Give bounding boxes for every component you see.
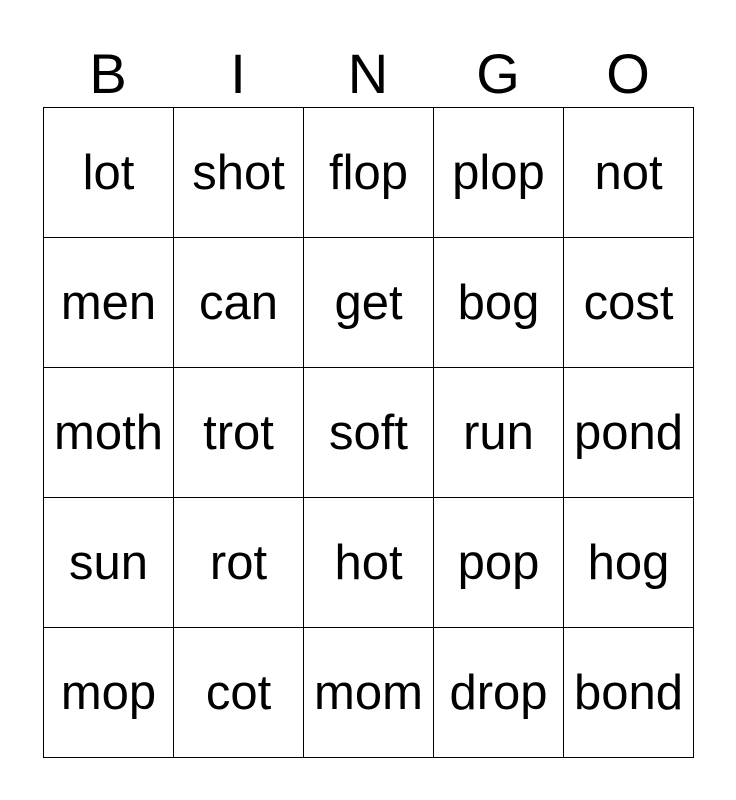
bingo-cell[interactable]: get <box>304 238 434 368</box>
bingo-cell[interactable]: drop <box>434 628 564 758</box>
bingo-cell[interactable]: mop <box>44 628 174 758</box>
bingo-cell[interactable]: cot <box>174 628 304 758</box>
bingo-cell[interactable]: lot <box>44 108 174 238</box>
bingo-cell[interactable]: men <box>44 238 174 368</box>
header-letter-o: O <box>606 42 650 105</box>
header-letter-b: B <box>89 42 127 105</box>
bingo-cell[interactable]: hog <box>564 498 694 628</box>
header-letter-i: I <box>230 42 246 105</box>
bingo-cell[interactable]: mom <box>304 628 434 758</box>
bingo-cell[interactable]: run <box>434 368 564 498</box>
header-letter-n: N <box>347 42 389 105</box>
bingo-grid <box>43 107 694 758</box>
bingo-cell[interactable]: pop <box>434 498 564 628</box>
bingo-cell[interactable]: bog <box>434 238 564 368</box>
bingo-cell[interactable]: flop <box>304 108 434 238</box>
bingo-cell[interactable]: hot <box>304 498 434 628</box>
bingo-cell[interactable]: moth <box>44 368 174 498</box>
bingo-cell[interactable]: not <box>564 108 694 238</box>
bingo-header <box>43 40 693 107</box>
bingo-cell[interactable]: trot <box>174 368 304 498</box>
bingo-cell[interactable]: pond <box>564 368 694 498</box>
bingo-cell[interactable]: can <box>174 238 304 368</box>
bingo-card <box>43 40 693 758</box>
bingo-cell[interactable]: bond <box>564 628 694 758</box>
header-letter-g: G <box>476 42 520 105</box>
bingo-cell[interactable]: plop <box>434 108 564 238</box>
bingo-cell[interactable]: shot <box>174 108 304 238</box>
bingo-cell[interactable]: cost <box>564 238 694 368</box>
bingo-cell[interactable]: sun <box>44 498 174 628</box>
bingo-cell[interactable]: soft <box>304 368 434 498</box>
bingo-cell[interactable]: rot <box>174 498 304 628</box>
